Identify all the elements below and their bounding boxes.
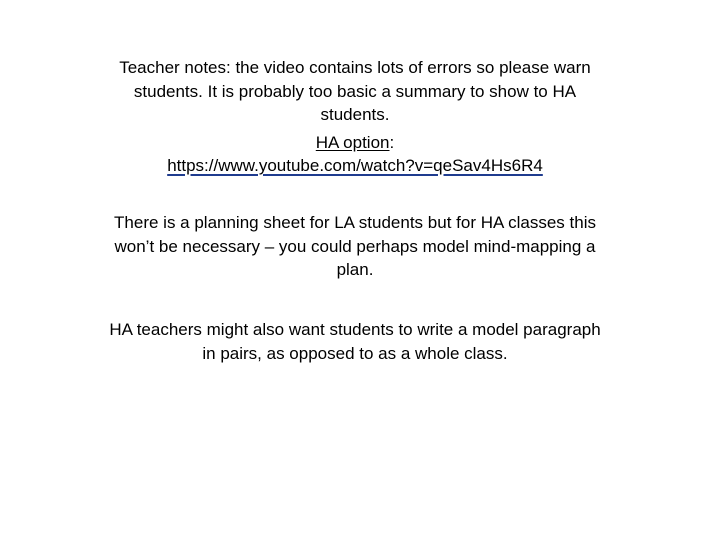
model-paragraph-text: HA teachers might also want students to write a model paragraph in pairs, as opposed to as a whole class. — [109, 320, 601, 363]
teacher-notes-block — [105, 56, 605, 178]
teacher-notes-intro: Teacher notes: the video contains lots of errors so please warn students. It is probably too basic a summary to show to HA students. — [119, 58, 591, 124]
youtube-link[interactable]: https://www.youtube.com/watch?v=qeSav4Hs6R4 — [167, 156, 543, 175]
ha-option-label: HA option — [315, 132, 390, 152]
ha-option-link-line — [105, 154, 605, 178]
planning-sheet-text: There is a planning sheet for LA students but for HA classes this won’t be necessary – you could perhaps model mind-mapping a plan. — [114, 213, 596, 279]
planning-sheet-note — [105, 211, 605, 282]
ha-option-colon: : — [389, 132, 395, 152]
ha-option-line — [316, 131, 394, 155]
model-paragraph-note — [105, 318, 605, 365]
